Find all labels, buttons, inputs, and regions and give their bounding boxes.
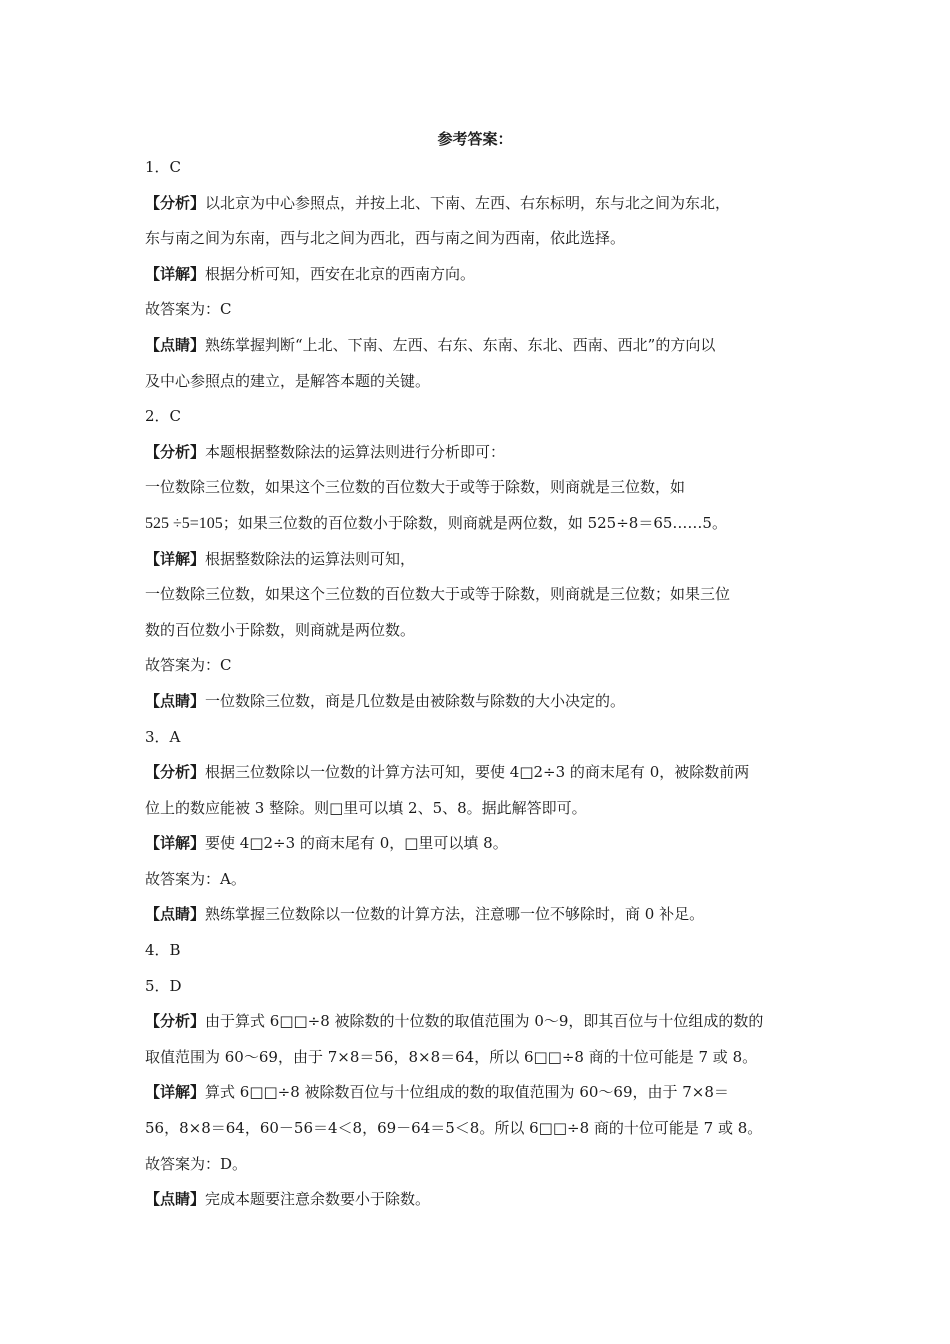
answer-line bbox=[145, 720, 815, 756]
section-tag: 【详解】 bbox=[145, 834, 206, 853]
answer-line bbox=[145, 969, 815, 1005]
line-text: 取值范围为 60～69，由于 7×8＝56，8×8＝64，所以 6□□÷8 商的十位可能是 7 或 8。 bbox=[145, 1047, 758, 1066]
answer-line bbox=[145, 1075, 815, 1111]
answer-line bbox=[145, 826, 815, 862]
line-text: 完成本题要注意余数要小于除数。 bbox=[205, 1190, 431, 1209]
section-tag: 【详解】 bbox=[145, 1083, 206, 1102]
line-text: 一位数除三位数，商是几位数是由被除数与除数的大小决定的。 bbox=[205, 691, 626, 710]
answer-line bbox=[145, 1182, 815, 1218]
answer-line bbox=[145, 862, 815, 898]
line-text: 东与南之间为东南，西与北之间为西北，西与南之间为西南，依此选择。 bbox=[145, 229, 626, 248]
answer-line bbox=[145, 1004, 815, 1040]
answer-line bbox=[145, 506, 815, 542]
line-text: 4．B bbox=[145, 941, 181, 960]
section-tag: 【点睛】 bbox=[145, 1190, 206, 1209]
line-text: 一位数除三位数，如果这个三位数的百位数大于或等于除数，则商就是三位数，如 bbox=[145, 478, 686, 497]
answer-line bbox=[145, 1147, 815, 1183]
line-text: 位上的数应能被 3 整除。则□里可以填 2、5、8。据此解答即可。 bbox=[145, 798, 587, 817]
answer-line bbox=[145, 399, 815, 435]
section-tag: 【分析】 bbox=[145, 1012, 206, 1031]
answer-line bbox=[145, 933, 815, 969]
page-title: 参考答案： bbox=[437, 130, 513, 148]
section-tag: 【点睛】 bbox=[145, 905, 206, 924]
line-text: 熟练掌握判断“上北、下南、左西、右东、东南、东北、西南、西北”的方向以 bbox=[205, 335, 716, 354]
line-text: 熟练掌握三位数除以一位数的计算方法，注意哪一位不够除时，商 0 补足。 bbox=[205, 905, 705, 924]
line-text: 56，8×8＝64，60－56＝4＜8，69－64＝5＜8。所以 6□□÷8 商的十位可能是 7 或 8。 bbox=[145, 1119, 763, 1138]
answer-line bbox=[145, 648, 815, 684]
line-text: 故答案为：A。 bbox=[145, 869, 246, 888]
line-text: 及中心参照点的建立，是解答本题的关键。 bbox=[145, 371, 431, 390]
answer-line bbox=[145, 1111, 815, 1147]
answer-line bbox=[145, 897, 815, 933]
answer-line bbox=[145, 221, 815, 257]
line-text: 故答案为：C bbox=[145, 656, 232, 675]
section-tag: 【详解】 bbox=[145, 549, 206, 568]
line-text: 故答案为：C bbox=[145, 300, 232, 319]
line-text: 1．C bbox=[145, 158, 182, 176]
answer-line bbox=[145, 257, 815, 293]
line-text: 3．A bbox=[145, 727, 181, 746]
answer-line bbox=[145, 328, 815, 364]
line-text: 5．D bbox=[145, 976, 182, 995]
line-text: 根据三位数除以一位数的计算方法可知，要使 4□2÷3 的商末尾有 0，被除数前两 bbox=[205, 763, 750, 782]
answer-line bbox=[145, 186, 815, 222]
answer-line bbox=[145, 613, 815, 649]
answer-line bbox=[145, 542, 815, 578]
line-text: ；如果三位数的百位数小于除数，则商就是两位数，如 525÷8＝65……5。 bbox=[222, 513, 727, 532]
section-tag: 【点睛】 bbox=[145, 691, 206, 710]
math-expression: 525 ÷5=105 bbox=[145, 514, 223, 532]
line-text: 算式 6□□÷8 被除数百位与十位组成的数的取值范围为 60～69，由于 7×8＝ bbox=[205, 1083, 729, 1102]
answer-line bbox=[145, 150, 815, 186]
line-text: 由于算式 6□□÷8 被除数的十位数的取值范围为 0～9，即其百位与十位组成的数的 bbox=[205, 1012, 764, 1031]
answer-line bbox=[145, 1040, 815, 1076]
line-text: 要使 4□2÷3 的商末尾有 0，□里可以填 8。 bbox=[205, 834, 508, 853]
line-text: 本题根据整数除法的运算法则进行分析即可： bbox=[205, 442, 506, 461]
line-text: 根据整数除法的运算法则可知， bbox=[205, 549, 416, 568]
answer-line bbox=[145, 755, 815, 791]
answer-line bbox=[145, 684, 815, 720]
section-tag: 【分析】 bbox=[145, 442, 206, 461]
answer-line bbox=[145, 791, 815, 827]
line-text: 故答案为：D。 bbox=[145, 1154, 248, 1173]
answer-line bbox=[145, 435, 815, 471]
section-tag: 【点睛】 bbox=[145, 335, 206, 354]
line-text: 以北京为中心参照点，并按上北、下南、左西、右东标明，东与北之间为东北， bbox=[205, 193, 731, 212]
line-text: 数的百位数小于除数，则商就是两位数。 bbox=[145, 620, 416, 639]
section-tag: 【分析】 bbox=[145, 193, 206, 212]
answer-line bbox=[145, 577, 815, 613]
answer-line bbox=[145, 364, 815, 400]
answer-line bbox=[145, 292, 815, 328]
line-text: 根据分析可知，西安在北京的西南方向。 bbox=[205, 264, 476, 283]
line-text: 2．C bbox=[145, 407, 182, 426]
section-tag: 【详解】 bbox=[145, 264, 206, 283]
line-text: 一位数除三位数，如果这个三位数的百位数大于或等于除数，则商就是三位数；如果三位 bbox=[145, 585, 731, 604]
section-tag: 【分析】 bbox=[145, 763, 206, 782]
answer-content bbox=[145, 150, 815, 1218]
answer-line bbox=[145, 470, 815, 506]
